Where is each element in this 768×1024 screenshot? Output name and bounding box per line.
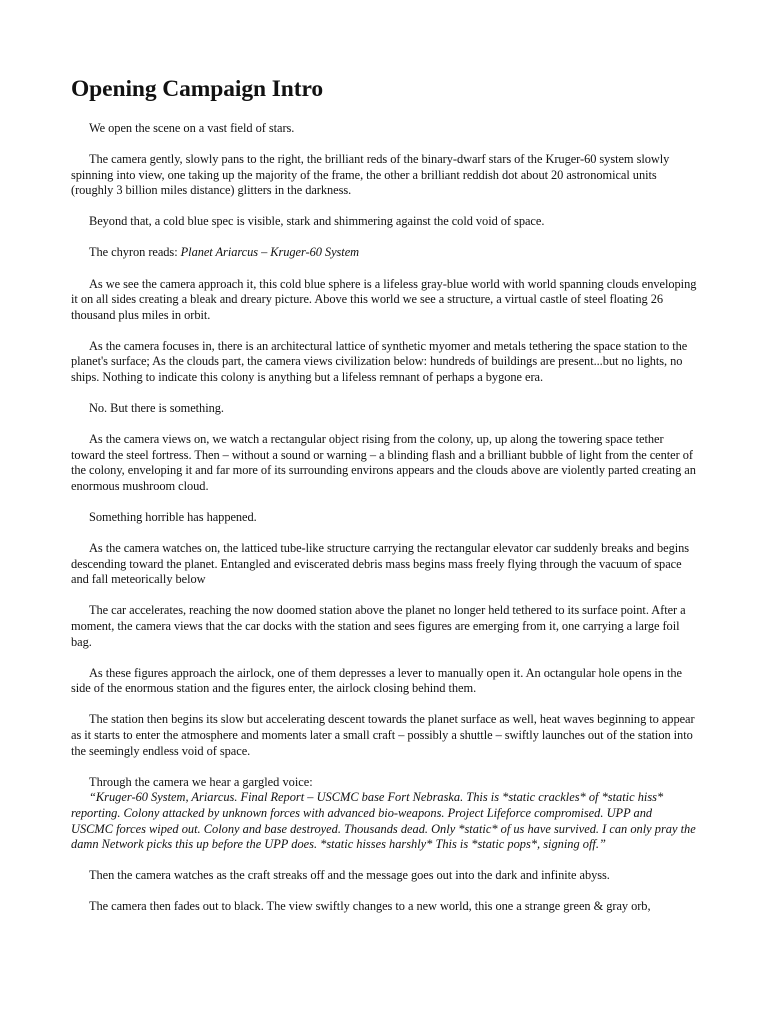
report-lead: Through the camera we hear a gargled voice: xyxy=(89,774,313,789)
paragraph: The station then begins its slow but accelerating descent towards the planet surface as well, heat waves beginning to appear as it starts to enter the atmosphere and moments later a small craft – possibly a shuttle – swiftly launches out of the station into the seemingly endless void of space. xyxy=(71,712,695,758)
paragraph: Then the camera watches as the craft streaks off and the message goes out into the dark and infinite abyss. xyxy=(89,868,610,883)
chyron-paragraph xyxy=(71,245,697,261)
final-report-block xyxy=(71,775,697,853)
paragraph: The camera then fades out to black. The view swiftly changes to a new world, this one a strange green & gray orb, xyxy=(89,899,651,914)
paragraph: As the camera watches on, the latticed tube-like structure carrying the rectangular elevator car suddenly breaks and begins descending toward the planet. Entangled and eviscerated debris mass begins mass freely flying through the vacuum of space and fall meteorically below xyxy=(71,541,690,587)
paragraph: No. But there is something. xyxy=(89,401,224,416)
report-quote: “Kruger-60 System, Ariarcus. Final Report – USCMC base Fort Nebraska. This is *static crackles* of *static hiss* reporting. Colony attacked by unknown forces with advanced bio-weapons. Project Lifeforce compromised. UPP and USCMC forces wiped out. Colony and base destroyed. Thousands dead. Only *static* of us have survived. I can only pray the damn Network picks this up before the UPP does. *static hisses harshly* This is *static pops*, signing off.” xyxy=(71,790,696,852)
paragraph: We open the scene on a vast field of stars. xyxy=(89,121,295,135)
paragraph: Beyond that, a cold blue spec is visible, stark and shimmering against the cold void of space. xyxy=(89,214,545,229)
chyron-prefix: The chyron reads: xyxy=(89,245,181,260)
paragraph: The camera gently, slowly pans to the right, the brilliant reds of the binary-dwarf stars of the Kruger-60 system slowly spinning into view, one taking up the majority of the frame, the other a brilliant reddish dot about 20 astronomical units (roughly 3 billion miles distance) glitters in the darkness. xyxy=(71,152,670,198)
chyron-text: Planet Ariarcus – Kruger-60 System xyxy=(180,245,360,260)
paragraph: As we see the camera approach it, this cold blue sphere is a lifeless gray-blue world with world spanning clouds enveloping it on all sides creating a bleak and dreary picture. Above this world we see a structure, a virtual castle of steel floating 26 thousand plus miles in orbit. xyxy=(71,276,697,322)
paragraph: Something horrible has happened. xyxy=(89,510,257,525)
paragraph: The car accelerates, reaching the now doomed station above the planet no longer held tethered to its surface point. After a moment, the camera views that the car docks with the station and sees figures are emerging from it, one carrying a large foil bag. xyxy=(71,603,686,649)
paragraph: As these figures approach the airlock, one of them depresses a lever to manually open it. An octangular hole opens in the side of the enormous station and the figures enter, the airlock closing behind them. xyxy=(71,665,682,696)
document-page xyxy=(71,74,697,930)
paragraph: As the camera views on, we watch a rectangular object rising from the colony, up, up along the towering space tether toward the steel fortress. Then – without a sound or warning – a blinding flash and a brilliant bubble of light from the center of the colony, enveloping it and far more of its surrounding environs appears and the clouds above are violently parted creating an enormous mushroom cloud. xyxy=(71,432,696,493)
document-title: Opening Campaign Intro xyxy=(71,76,324,102)
paragraph: As the camera focuses in, there is an architectural lattice of synthetic myomer and metals tethering the space station to the planet's surface; As the clouds part, the camera views civilization below: hundreds of buildings are present...but no lights, no ships. Nothing to indicate this colony is anything but a lifeless remnant of perhaps a bygone era. xyxy=(71,338,688,385)
